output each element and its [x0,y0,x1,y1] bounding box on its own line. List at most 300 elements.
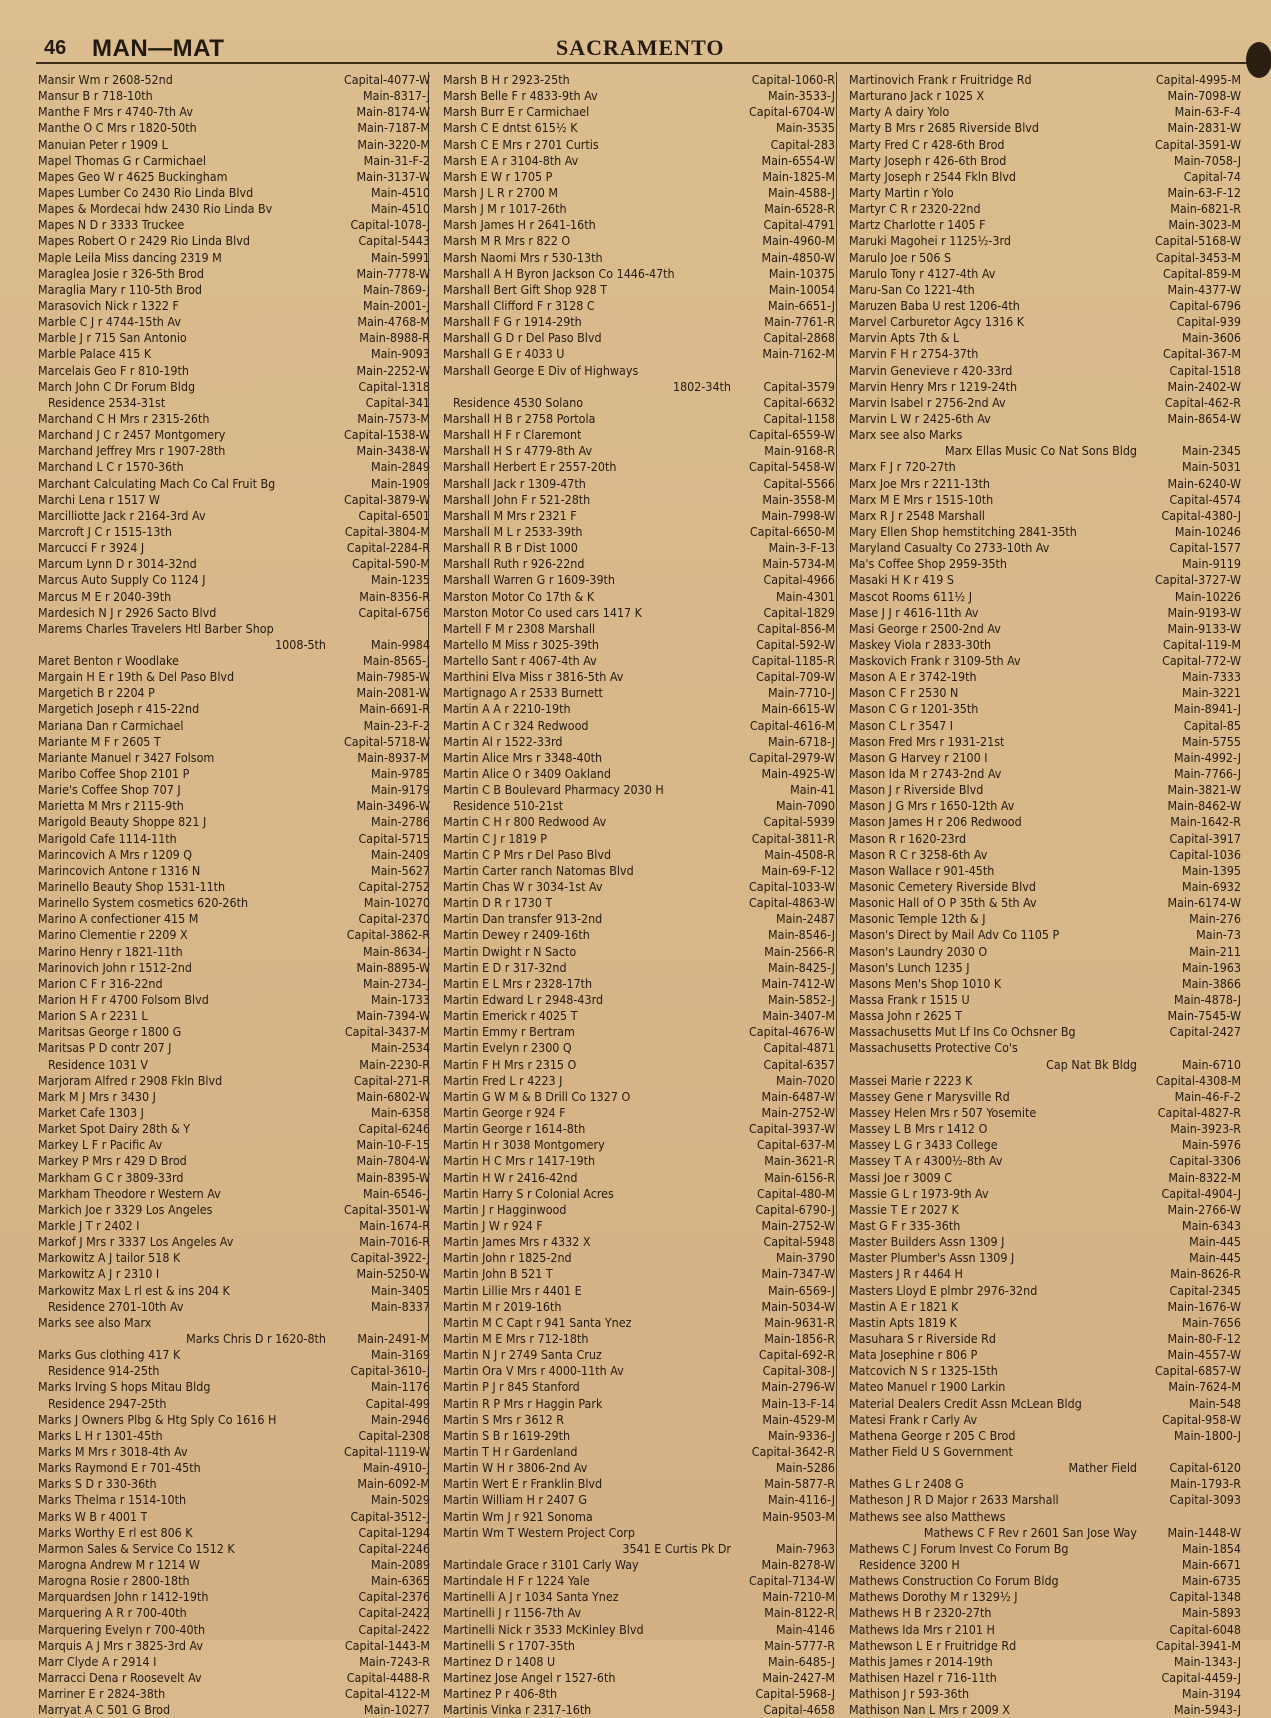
directory-entry [443,1315,835,1331]
directory-entry [443,104,835,120]
directory-entry [443,379,835,395]
entry-name: Marx F J r 720-27th [849,459,956,475]
directory-entry [443,201,835,217]
directory-entry [38,201,430,217]
entry-name: Martinis Vinka r 2317-16th [443,1702,592,1718]
directory-entry [38,1347,430,1363]
entry-name: Martin Carter ranch Natomas Blvd [443,862,634,878]
entry-name: Martin H r 3038 Montgomery [443,1137,605,1153]
entry-name: Marks J Owners Plbg & Htg Sply Co 1616 H [38,1411,277,1427]
entry-phone: Main-211 [1189,943,1241,959]
entry-name: Markham Theodore r Western Av [38,1185,221,1201]
entry-name: Marble J r 715 San Antonio [38,330,187,346]
entry-phone: Capital-5948 [763,1234,835,1250]
entry-phone: Main-5034-W [761,1298,835,1314]
entry-phone: Main-3790 [775,1250,835,1266]
entry-name: Masi George r 2500-2nd Av [849,620,1001,636]
entry-name: Marsh E W r 1705 P [443,168,553,184]
directory-entry [443,1202,835,1218]
entry-phone: Main-63-F-12 [1167,184,1241,200]
entry-phone: Main-9503-M [762,1508,835,1524]
directory-entry [849,250,1241,266]
directory-entry [38,1605,430,1621]
entry-phone: Capital-74 [1183,168,1241,184]
directory-entry [849,1476,1241,1492]
directory-entry [849,1654,1241,1670]
entry-phone: Main-276 [1189,911,1241,927]
entry-phone: Main-9984 [370,636,430,652]
entry-phone: Capital-1036 [1169,846,1241,862]
directory-entry [443,1525,835,1541]
entry-phone: Capital-4904-J [1161,1185,1241,1201]
entry-name: Mapes Robert O r 2429 Rio Linda Blvd [38,233,250,249]
entry-name: Marvin Isabel r 2756-2nd Av [849,394,1006,410]
directory-entry [443,1299,835,1315]
entry-name: Marx M E Mrs r 1515-10th [849,491,994,507]
entry-phone: Main-8546-J [768,927,835,943]
directory-entry [38,960,430,976]
entry-phone: Main-1909 [370,475,430,491]
entry-name: Martinelli A J r 1034 Santa Ynez [443,1589,619,1605]
entry-name: Massey Helen Mrs r 507 Yosemite [849,1105,1037,1120]
directory-entry [849,605,1241,621]
entry-name: Marquering Evelyn r 700-40th [38,1621,206,1637]
entry-name: Martin J r Hagginwood [443,1201,567,1217]
entry-phone: Main-2345 [1181,443,1241,459]
entry-phone: Main-4510 [370,201,430,217]
entry-name: Marshall H F r Claremont [443,427,582,443]
entry-name: Martyr C R r 2320-22nd [849,201,981,217]
directory-entry [443,653,835,669]
entry-name: Markowitz A J r 2310 I [38,1266,160,1282]
entry-name: March John C Dr Forum Bldg [38,378,196,394]
entry-phone: Main-7573-M [357,410,430,426]
directory-entry [443,1460,835,1476]
entry-name: Martin S B r 1619-29th [443,1427,571,1443]
entry-phone: Capital-499 [365,1395,430,1411]
entry-name: Manthe O C Mrs r 1820-50th [38,120,197,136]
entry-phone: Main-4850-W [761,249,835,265]
entry-name: Marshall H S r 4779-8th Av [443,443,593,459]
entry-phone: Capital-2308 [358,1427,430,1443]
directory-entry [443,492,835,508]
entry-phone: Main-5852-J [768,992,835,1008]
entry-phone: Main-6710 [1181,1056,1241,1072]
directory-entry [849,1186,1241,1202]
entry-phone: Main-6615-W [761,701,835,717]
directory-entry [849,1638,1241,1654]
entry-phone: Main-3220-M [357,136,430,152]
directory-entry [849,266,1241,282]
entry-phone: Main-69-F-12 [761,862,835,878]
entry-name: Mase J J r 4616-11th Av [849,604,979,620]
entry-phone: Capital-3941-M [1155,1637,1241,1653]
entry-phone: Main-5777-R [764,1637,835,1653]
directory-entry [38,1170,430,1186]
directory-entry [443,1089,835,1105]
entry-name: Maryland Casualty Co 2733-10th Av [849,540,1050,556]
entry-name: Martin Emmy r Bertram [443,1024,575,1040]
directory-entry [443,750,835,766]
entry-phone: Main-2734-J [363,975,430,991]
binder-hole [1246,42,1271,78]
entry-name: Mason G Harvey r 2100 I [849,749,988,765]
directory-entry [443,734,835,750]
directory-entry [38,1492,430,1508]
entry-name: Marsh C E dntst 615½ K [443,120,578,136]
entry-phone: Capital-5968-J [755,1686,835,1702]
entry-phone: Main-8317-J [363,88,430,104]
entry-phone: Capital-3591-W [1154,136,1241,152]
entry-name: Martin Edward L r 2948-43rd [443,992,604,1008]
directory-entry [443,266,835,282]
directory-entry [443,1509,835,1525]
directory-entry [443,363,835,379]
entry-phone: Main-3606 [1181,330,1241,346]
entry-phone: Main-5976 [1181,1137,1241,1153]
directory-entry [443,1412,835,1428]
entry-name: Marks S D r 330-36th [38,1476,157,1492]
entry-name: Mastin A E r 1821 K [849,1298,959,1314]
entry-name: Mason R C r 3258-6th Av [849,846,988,862]
directory-entry [38,185,430,201]
entry-phone: Main-5755 [1181,733,1241,749]
entry-phone: Main-1676-W [1167,1298,1241,1314]
entry-name: Mary Ellen Shop hemstitching 2841-35th [849,523,1077,539]
entry-phone: Main-8278-W [761,1556,835,1572]
entry-name: Marion C F r 316-22nd [38,975,163,991]
entry-name: Mather Field U S Government [849,1443,1013,1459]
directory-entry [38,1024,430,1040]
entry-phone: Capital-2422 [358,1621,430,1637]
entry-phone: Main-6343 [1181,1217,1241,1233]
directory-entry [849,1492,1241,1508]
entry-name: Maskey Viola r 2833-30th [849,636,992,652]
directory-entry [443,1589,835,1605]
entry-name: Martello M Miss r 3025-39th [443,636,599,652]
directory-entry [38,1638,430,1654]
entry-phone: Main-7210-M [762,1589,835,1605]
directory-entry [849,1444,1241,1460]
directory-entry [38,944,430,960]
entry-phone: Main-4960-M [762,233,835,249]
directory-entry [38,1073,430,1089]
entry-name: Martin W H r 3806-2nd Av [443,1460,588,1476]
directory-entry [849,1040,1241,1056]
entry-name: Marulo Tony r 4127-4th Av [849,265,996,281]
entry-phone: Capital-958-W [1162,1411,1241,1427]
entry-name: Marcus Auto Supply Co 1124 J [38,572,206,588]
entry-name: Marx Joe Mrs r 2211-13th [849,475,991,491]
entry-name: Marcum Lynn D r 3014-32nd [38,556,197,572]
directory-entry [38,1105,430,1121]
entry-name: Mata Josephine r 806 P [849,1347,978,1363]
directory-entry [38,556,430,572]
entry-phone: Main-3558-M [762,491,835,507]
entry-phone: Main-3194 [1181,1686,1241,1702]
entry-name: 3541 E Curtis Pk Dr [622,1540,731,1556]
entry-name: Martin Alice Mrs r 3348-40th [443,749,603,765]
directory-entry [38,766,430,782]
entry-phone: Capital-2345 [1169,1282,1241,1298]
directory-entry [38,1283,430,1299]
directory-entry [443,72,835,88]
entry-phone: Capital-4574 [1169,491,1241,507]
entry-name: Marshall Warren G r 1609-39th [443,572,615,588]
entry-name: Marsh Burr E r Carmichael [443,104,590,120]
entry-phone: Main-23-F-2 [363,717,430,733]
entry-name: Marshall John F r 521-28th [443,491,591,507]
entry-phone: Main-6365 [370,1573,430,1589]
entry-name: Maruki Magohei r 1125½-3rd [849,233,1011,249]
entry-phone: Main-5627 [370,862,430,878]
entry-phone: Capital-3917 [1169,830,1241,846]
entry-name: Marcilliotte Jack r 2164-3rd Av [38,507,206,523]
entry-phone: Main-7394-W [356,1008,430,1024]
directory-entry [38,1363,430,1379]
entry-phone: Main-7778-W [356,265,430,281]
entry-name: Mathews Ida Mrs r 2101 H [849,1621,995,1637]
entry-name: Mathews see also Matthews [849,1508,1006,1524]
entry-phone: Main-548 [1189,1395,1241,1411]
entry-phone: Main-2766-W [1167,1201,1241,1217]
entry-name: Martinelli J r 1156-7th Av [443,1605,582,1621]
entry-phone: Capital-1060-R [751,72,835,87]
directory-entry [38,104,430,120]
entry-name: Markof J Mrs r 3337 Los Angeles Av [38,1234,234,1250]
entry-phone: Main-8634-J [363,943,430,959]
entry-phone: Capital-271-R [353,1072,430,1088]
entry-name: Mason's Lunch 1235 J [849,959,970,975]
directory-entry [38,718,430,734]
directory-entry [443,879,835,895]
entry-name: Marcucci F r 3924 J [38,540,145,556]
entry-name: Residence 2534-31st [48,394,166,410]
directory-entry [849,1702,1241,1718]
entry-name: Markey P Mrs r 429 D Brod [38,1153,187,1169]
entry-name: Massi Joe r 3009 C [849,1169,953,1185]
entry-phone: Main-7761-R [764,314,835,330]
entry-name: Mast G F r 335-36th [849,1217,961,1233]
entry-name: Mansur B r 718-10th [38,88,153,104]
entry-phone: Main-7766-J [1174,766,1241,782]
entry-phone: Capital-1294 [358,1524,430,1540]
entry-phone: Main-4588-J [768,184,835,200]
directory-entry [38,1234,430,1250]
entry-name: Marryat A C 501 G Brod [38,1702,171,1718]
directory-entry [849,1137,1241,1153]
directory-entry [849,701,1241,717]
entry-phone: Main-6174-W [1167,895,1241,911]
entry-name: Marshall F G r 1914-29th [443,314,582,330]
directory-entry [38,1557,430,1573]
directory-entry [38,701,430,717]
directory-entry [38,1153,430,1169]
entry-phone: Main-4377-W [1167,281,1241,297]
entry-name: Marks see also Marx [38,1314,152,1330]
directory-entry [443,556,835,572]
entry-phone: Main-9093 [370,346,430,362]
entry-phone: Capital-3437-M [344,1024,430,1040]
directory-entry [443,798,835,814]
entry-phone: Main-2752-W [761,1105,835,1120]
entry-phone: Main-7804-W [356,1153,430,1169]
entry-phone: Main-7710-J [768,685,835,701]
directory-entry [849,782,1241,798]
directory-entry [38,1573,430,1589]
entry-name: Marshall R B r Dist 1000 [443,540,578,556]
entry-name: Marks Thelma r 1514-10th [38,1492,187,1508]
entry-name: Market Cafe 1303 J [38,1105,144,1120]
entry-name: Massey Gene r Marysville Rd [849,1088,1010,1104]
entry-phone: Main-6240-W [1167,475,1241,491]
entry-phone: Capital-1829 [763,604,835,620]
entry-name: Markham G C r 3809-33rd [38,1169,184,1185]
entry-name: Martin Wert E r Franklin Blvd [443,1476,603,1492]
directory-entry [849,1234,1241,1250]
entry-name: Margain H E r 19th & Del Paso Blvd [38,669,235,685]
entry-phone: Capital-462-R [1164,394,1241,410]
directory-entry [443,443,835,459]
entry-name: Marsh J M r 1017-26th [443,201,567,217]
entry-name: Mathison Nan L Mrs r 2009 X [849,1702,1010,1718]
directory-entry [849,1509,1241,1525]
directory-entry [38,1509,430,1525]
directory-entry [443,169,835,185]
entry-name: Marulo Joe r 506 S [849,249,952,265]
entry-phone: Capital-1348 [1169,1589,1241,1605]
entry-name: Marchand C H Mrs r 2315-26th [38,410,210,426]
entry-name: Massachusetts Mut Lf Ins Co Ochsner Bg [849,1024,1076,1040]
entry-phone: Main-8988-R [359,330,430,346]
entry-name: Marty Fred C r 428-6th Brod [849,136,1005,152]
entry-phone: Main-1448-W [1167,1524,1241,1540]
entry-name: Mathews C F Rev r 2601 San Jose Way [923,1524,1137,1540]
entry-phone: Main-9179 [370,782,430,798]
entry-name: Marks Irving S hops Mitau Bldg [38,1379,211,1395]
entry-phone: Main-3137-W [356,168,430,184]
page-header [36,34,1236,60]
entry-name: Markle J T r 2402 I [38,1217,140,1233]
entry-phone: Main-6546-J [363,1185,430,1201]
city-title: SACRAMENTO [556,35,725,60]
entry-phone: Capital-3642-R [751,1443,835,1459]
directory-entry [849,1218,1241,1234]
entry-name: Masaki H K r 419 S [849,572,954,588]
entry-phone: Main-7998-W [761,507,835,523]
entry-name: Master Builders Assn 1309 J [849,1234,1005,1250]
entry-name: Marble C J r 4744-15th Av [38,314,181,330]
entry-name: Marie's Coffee Shop 707 J [38,782,181,798]
entry-name: Martin A A r 2210-19th [443,701,571,717]
entry-name: Residence 2947-25th [48,1395,167,1411]
directory-entry [849,1331,1241,1347]
directory-entry [849,814,1241,830]
directory-entry [849,1073,1241,1089]
entry-phone: Main-9336-J [768,1427,835,1443]
directory-entry [849,669,1241,685]
entry-phone: Main-7243-R [359,1653,430,1669]
directory-entry [443,1363,835,1379]
directory-entry [443,540,835,556]
entry-name: Maru-San Co 1221-4th [849,281,975,297]
entry-phone: Main-2491-M [357,1330,430,1346]
entry-phone: Main-8174-W [356,104,430,120]
entry-phone: Capital-3922-J [350,1250,430,1266]
entry-name: Martin Lillie Mrs r 4401 E [443,1282,582,1298]
directory-entry [443,1444,835,1460]
entry-name: Mapes N D r 3333 Truckee [38,217,185,233]
entry-phone: Capital-2246 [358,1540,430,1556]
entry-name: Martin Al r 1522-33rd [443,733,563,749]
entry-phone: Main-5734-M [762,556,835,572]
entry-name: Marvin L W r 2425-6th Av [849,410,991,426]
entry-phone: Main-6358 [370,1105,430,1120]
directory-entry [38,605,430,621]
entry-name: Marriner E r 2824-38th [38,1686,166,1702]
directory-entry [38,1686,430,1702]
entry-phone: Main-4116-J [768,1492,835,1508]
directory-entry [849,395,1241,411]
entry-name: Marion H F r 4700 Folsom Blvd [38,992,209,1008]
entry-name: Massachusetts Protective Co's [849,1040,1018,1056]
entry-name: Martin Dewey r 2409-16th [443,927,590,943]
entry-phone: Capital-6120 [1169,1460,1241,1476]
entry-name: Martin Wm J r 921 Sonoma [443,1508,593,1524]
entry-phone: Main-10-F-15 [356,1137,430,1153]
entry-phone: Main-4768-M [357,314,430,330]
entry-phone: Main-1856-R [764,1330,835,1346]
directory-entry [849,944,1241,960]
entry-name: Martin A C r 324 Redwood [443,717,589,733]
entry-phone: Main-5031 [1181,459,1241,475]
directory-entry [443,1347,835,1363]
entry-phone: Capital-3512-J [350,1508,430,1524]
entry-name: Marcelais Geo F r 810-19th [38,362,189,378]
entry-phone: Main-3221 [1181,685,1241,701]
entry-name: Mason Fred Mrs r 1931-21st [849,733,1005,749]
entry-phone: Main-10054 [768,281,835,297]
directory-entry [443,314,835,330]
entry-name: Mariana Dan r Carmichael [38,717,184,733]
entry-name: Martin R P Mrs r Haggin Park [443,1395,603,1411]
entry-name: 1802-34th [672,378,731,394]
entry-phone: Main-4557-W [1167,1347,1241,1363]
directory-entry [849,589,1241,605]
entry-name: Cap Nat Bk Bldg [1046,1056,1137,1072]
entry-phone: Capital-6501 [358,507,430,523]
entry-name: Marks W B r 4001 T [38,1508,148,1524]
directory-entry [443,831,835,847]
entry-phone: Capital-367-M [1162,346,1241,362]
entry-name: Marcus M E r 2040-39th [38,588,172,604]
entry-phone: Main-6554-W [761,152,835,168]
entry-name: 1008-5th [275,636,326,652]
entry-phone: Main-9631-R [764,1314,835,1330]
entry-name: Martin Alice O r 3409 Oakland [443,766,611,782]
entry-phone: Capital-2376 [358,1589,430,1605]
directory-entry [443,960,835,976]
entry-phone: Capital-856-M [756,620,835,636]
directory-entry [849,1266,1241,1282]
entry-phone: Main-10277 [363,1702,430,1718]
entry-phone: Main-3621-R [764,1153,835,1169]
entry-phone: Capital-5715 [358,830,430,846]
entry-name: Residence 914-25th [48,1363,160,1379]
entry-name: Martin Dan transfer 913-2nd [443,911,603,927]
directory-entry [849,459,1241,475]
entry-phone: Main-2252-W [356,362,430,378]
